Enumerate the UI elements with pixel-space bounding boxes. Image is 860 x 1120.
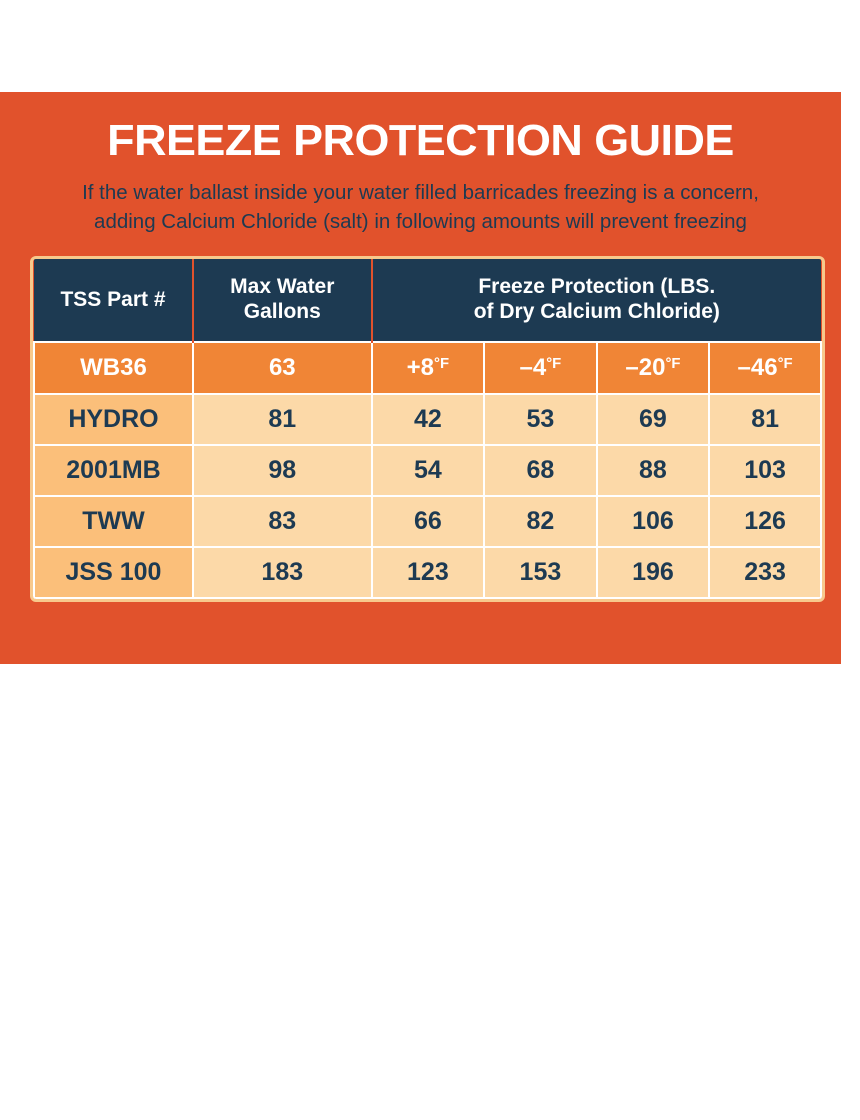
temp-value-3: –20 (625, 353, 666, 381)
temp-unit-3: °F (665, 356, 681, 373)
cell-gallons: 81 (193, 394, 372, 445)
cell-value: 54 (372, 445, 485, 496)
column-header-part: TSS Part # (34, 259, 193, 342)
cell-value: 68 (484, 445, 597, 496)
table-body (34, 342, 821, 598)
cell-part: 2001MB (34, 445, 193, 496)
cell-temp-4 (709, 342, 821, 394)
column-header-gallons-line1: Max Water (230, 275, 335, 299)
poster-content (0, 92, 841, 602)
temp-value-2: –4 (519, 353, 547, 381)
cell-part: JSS 100 (34, 547, 193, 598)
subtitle-line-2: adding Calcium Chloride (salt) in following amounts will prevent freezing (94, 210, 747, 234)
cell-value: 126 (709, 496, 821, 547)
poster-subtitle (30, 178, 811, 236)
column-header-freeze-protection (372, 259, 821, 342)
cell-gallons: 83 (193, 496, 372, 547)
cell-value: 106 (597, 496, 710, 547)
freeze-protection-table (33, 259, 822, 599)
table-row (34, 547, 821, 598)
column-header-freeze-line1: Freeze Protection (LBS. (478, 275, 716, 299)
table-row (34, 445, 821, 496)
table-header (34, 259, 821, 342)
temp-unit-1: °F (434, 356, 450, 373)
table-row (34, 496, 821, 547)
cell-value: 103 (709, 445, 821, 496)
cell-gallons: 183 (193, 547, 372, 598)
cell-value: 88 (597, 445, 710, 496)
cell-value: 196 (597, 547, 710, 598)
column-header-freeze-line2: of Dry Calcium Chloride) (473, 300, 720, 324)
cell-temp-1 (372, 342, 485, 394)
column-header-max-water-gallons (193, 259, 372, 342)
table-header-row (34, 259, 821, 342)
cell-value: 82 (484, 496, 597, 547)
freeze-protection-table-wrapper (30, 256, 825, 602)
table-row (34, 394, 821, 445)
temp-unit-4: °F (777, 356, 793, 373)
cell-value: 42 (372, 394, 485, 445)
cell-gallons: 98 (193, 445, 372, 496)
freeze-protection-poster (0, 92, 841, 664)
cell-value: 66 (372, 496, 485, 547)
temp-unit-2: °F (546, 356, 562, 373)
cell-value: 81 (709, 394, 821, 445)
cell-part: HYDRO (34, 394, 193, 445)
temp-value-4: –46 (737, 353, 778, 381)
cell-value: 153 (484, 547, 597, 598)
cell-part-wb36: WB36 (34, 342, 193, 394)
cell-part: TWW (34, 496, 193, 547)
temp-value-1: +8 (406, 353, 435, 381)
subtitle-line-1: If the water ballast inside your water filled barricades freezing is a concern, (82, 181, 759, 205)
cell-temp-2 (484, 342, 597, 394)
cell-value: 233 (709, 547, 821, 598)
cell-gallons-wb36: 63 (193, 342, 372, 394)
page-title: FREEZE PROTECTION GUIDE (107, 116, 734, 165)
cell-temp-3 (597, 342, 710, 394)
column-header-gallons-line2: Gallons (243, 300, 321, 324)
cell-value: 123 (372, 547, 485, 598)
cell-value: 53 (484, 394, 597, 445)
cell-value: 69 (597, 394, 710, 445)
table-row-temperatures (34, 342, 821, 394)
